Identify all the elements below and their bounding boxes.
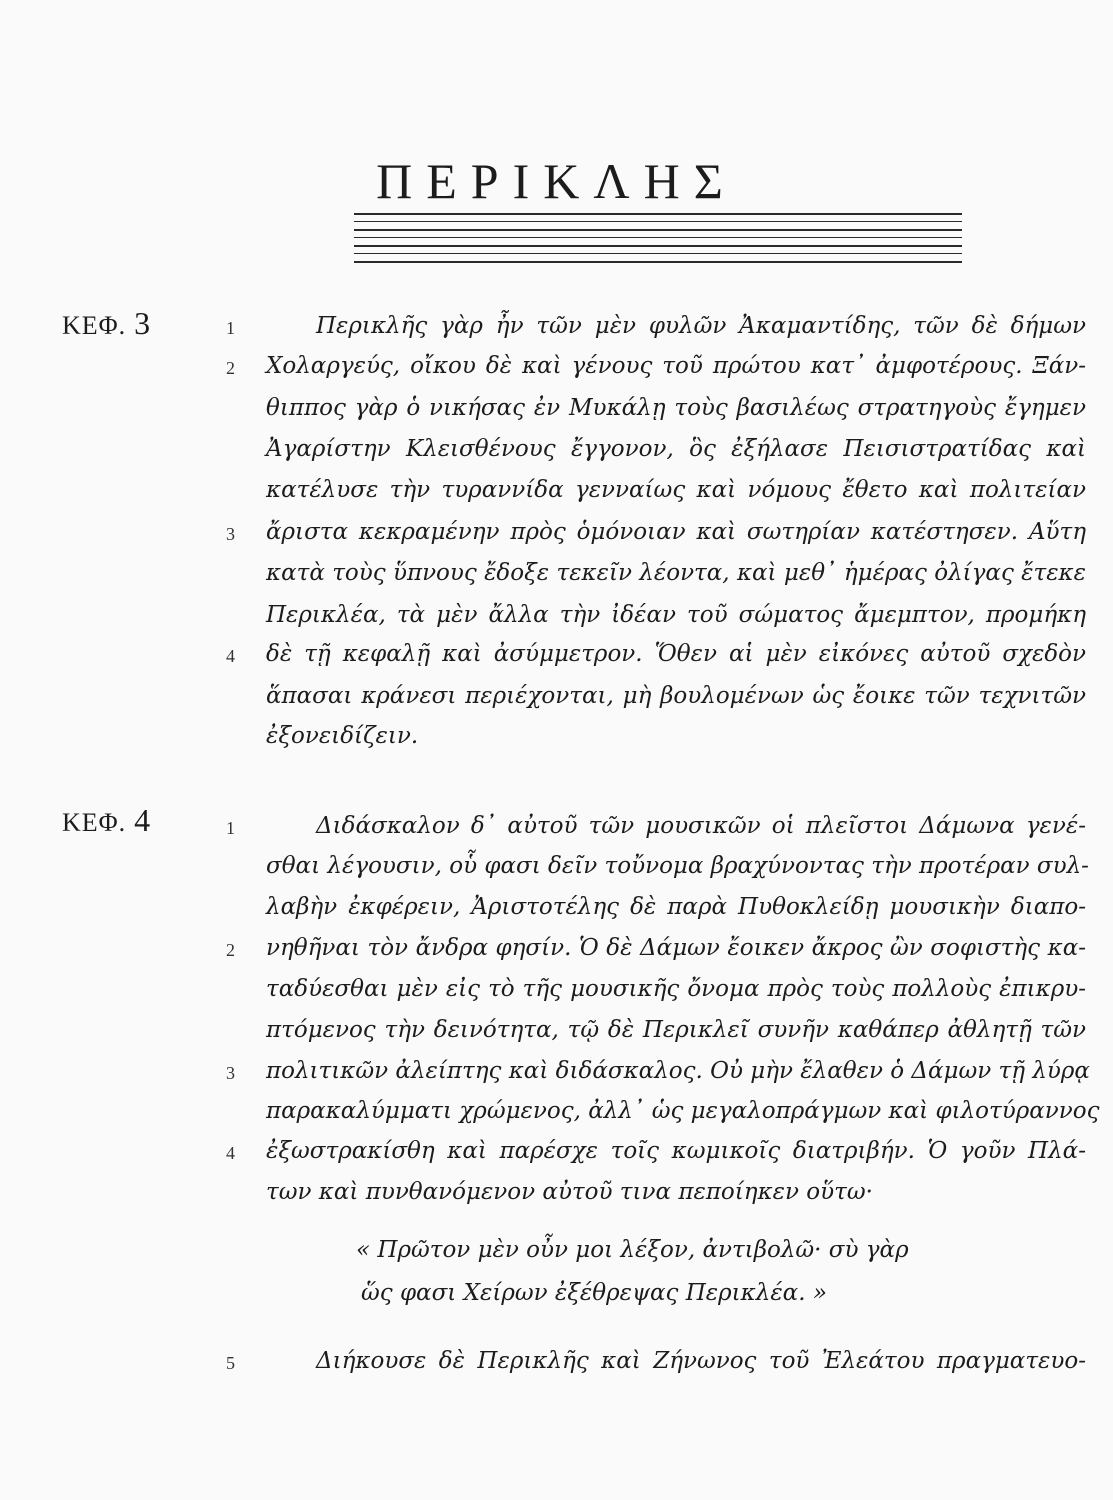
text-line: ταδύεσθαι μὲν εἰς τὸ τῆς μουσικῆς ὄνομα πρὸς τοὺς πολλοὺς ἐπικρυ- xyxy=(266,976,1086,1002)
title-rule-ornament xyxy=(354,213,962,269)
section-number: 1 xyxy=(226,318,235,338)
text-line: ἐξωστρακίσθη καὶ παρέσχε τοῖς κωμικοῖς διατριβήν. Ὁ γοῦν Πλά- xyxy=(266,1138,1086,1164)
section-number: 2 xyxy=(226,358,235,378)
text-line: Χολαργεύς, οἴκου δὲ καὶ γένους τοῦ πρώτου κατ᾽ ἀμφοτέρους. Ξάν- xyxy=(266,353,1086,379)
chapter-number: 4 xyxy=(134,802,152,838)
text-line: Διδάσκαλον δ᾽ αὐτοῦ τῶν μουσικῶν οἱ πλεῖστοι Δάμωνα γενέ- xyxy=(316,813,1086,839)
verse-line: ὥς φασι Χείρων ἐξέθρεψας Περικλέα. » xyxy=(361,1280,827,1306)
text-line: ἄριστα κεκραμένην πρὸς ὁμόνοιαν καὶ σωτηρίαν κατέστησεν. Αὕτη xyxy=(266,519,1086,545)
section-number: 1 xyxy=(226,818,235,838)
text-line: κατέλυσε τὴν τυραννίδα γενναίως καὶ νόμους ἔθετο καὶ πολιτείαν xyxy=(266,477,1086,503)
text-line: παρακαλύμματι χρώμενος, ἀλλ᾽ ὡς μεγαλοπράγμων καὶ φιλοτύραννος xyxy=(266,1098,1100,1124)
text-line: Περικλῆς γὰρ ἦν τῶν μὲν φυλῶν Ἀκαμαντίδης, τῶν δὲ δήμων xyxy=(316,313,1086,339)
text-line: ἅπασαι κράνεσι περιέχονται, μὴ βουλομένων ὡς ἔοικε τῶν τεχνιτῶν xyxy=(266,683,1086,709)
text-line: των καὶ πυνθανόμενον αὐτοῦ τινα πεποίηκεν οὕτω· xyxy=(266,1179,873,1205)
chapter-heading-4 xyxy=(62,802,151,839)
text-line: Περικλέα, τὰ μὲν ἄλλα τὴν ἰδέαν τοῦ σώματος ἄμεμπτον, προμήκη xyxy=(266,602,1086,628)
section-number: 3 xyxy=(226,1063,235,1083)
text-line: πολιτικῶν ἀλείπτης καὶ διδάσκαλος. Οὐ μὴν ἔλαθεν ὁ Δάμων τῇ λύρᾳ xyxy=(266,1058,1090,1084)
chapter-number: 3 xyxy=(134,305,152,341)
chapter-label: ΚΕΦ. xyxy=(62,808,127,837)
text-line: σθαι λέγουσιν, οὗ φασι δεῖν τοὔνομα βραχύνοντας τὴν προτέραν συλ- xyxy=(266,853,1089,879)
section-number: 4 xyxy=(226,1143,235,1163)
text-line: κατὰ τοὺς ὕπνους ἔδοξε τεκεῖν λέοντα, καὶ μεθ᾽ ἡμέρας ὀλίγας ἔτεκε xyxy=(266,560,1086,586)
text-line: δὲ τῇ κεφαλῇ καὶ ἀσύμμετρον. Ὅθεν αἱ μὲν εἰκόνες αὐτοῦ σχεδὸν xyxy=(266,641,1086,667)
section-number: 5 xyxy=(226,1353,235,1373)
text-line: πτόμενος τὴν δεινότητα, τῷ δὲ Περικλεῖ συνῆν καθάπερ ἀθλητῇ τῶν xyxy=(266,1017,1086,1043)
chapter-label: ΚΕΦ. xyxy=(62,311,127,340)
text-line: Διήκουσε δὲ Περικλῆς καὶ Ζήνωνος τοῦ Ἐλεάτου πραγματευο- xyxy=(316,1348,1086,1374)
text-line: Ἀγαρίστην Κλεισθένους ἔγγονον, ὃς ἐξήλασε Πεισιστρατίδας καὶ xyxy=(266,436,1086,462)
section-number: 2 xyxy=(226,940,235,960)
section-number: 4 xyxy=(226,646,235,666)
page-title: ΠΕΡΙΚΛΗΣ xyxy=(376,152,737,209)
text-line: νηθῆναι τὸν ἄνδρα φησίν. Ὁ δὲ Δάμων ἔοικεν ἄκρος ὢν σοφιστὴς κα- xyxy=(266,935,1086,961)
text-line: θιππος γὰρ ὁ νικήσας ἐν Μυκάλῃ τοὺς βασιλέως στρατηγοὺς ἔγημεν xyxy=(266,395,1086,421)
section-number: 3 xyxy=(226,524,235,544)
chapter-heading-3 xyxy=(62,305,151,342)
text-line: ἐξονειδίζειν. xyxy=(266,723,419,749)
text-line: λαβὴν ἐκφέρειν, Ἀριστοτέλης δὲ παρὰ Πυθοκλείδῃ μουσικὴν διαπο- xyxy=(266,894,1086,920)
verse-line: « Πρῶτον μὲν οὖν μοι λέξον, ἀντιβολῶ· σὺ γὰρ xyxy=(356,1237,909,1263)
